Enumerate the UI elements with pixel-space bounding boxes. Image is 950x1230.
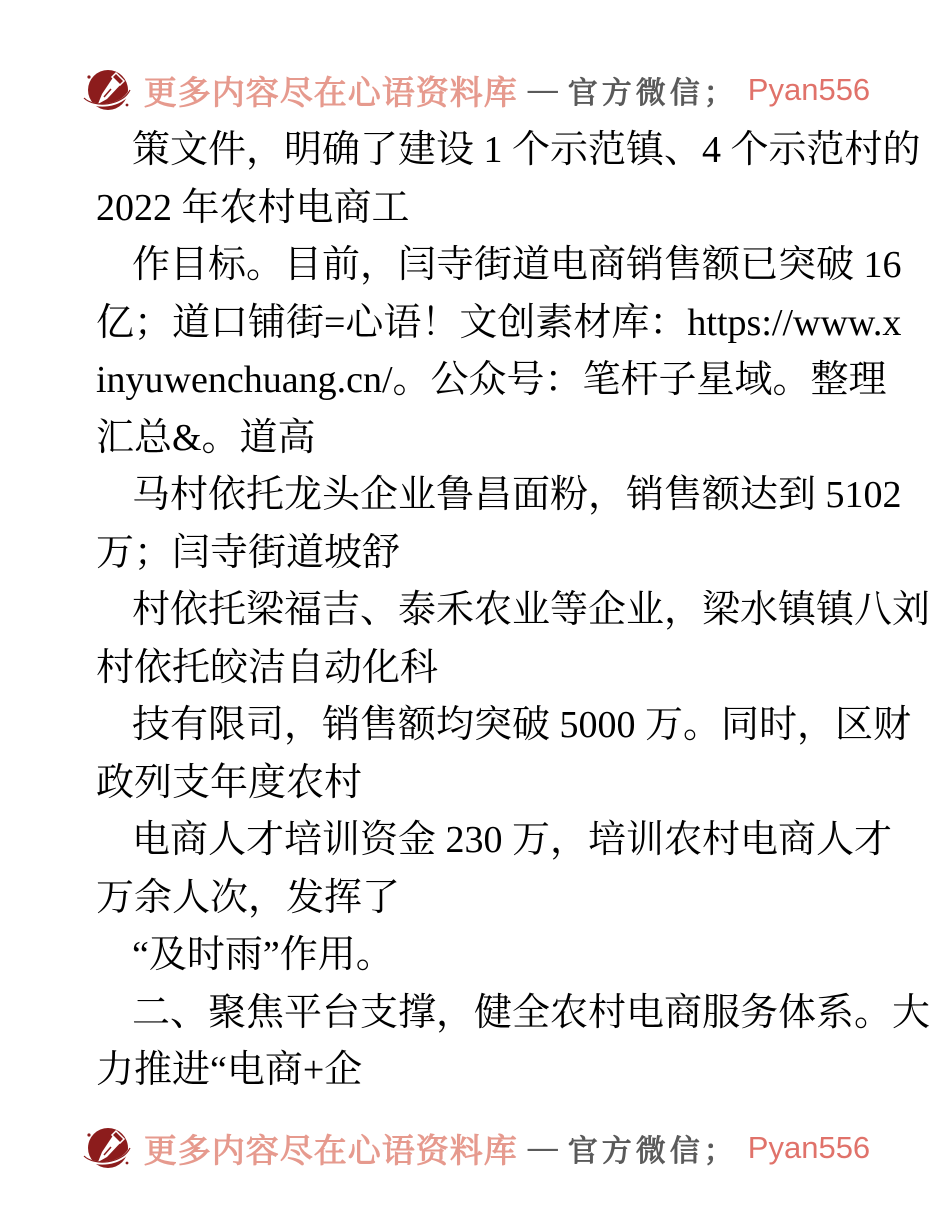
text-line: 政列支年度农村 <box>96 761 363 804</box>
text-line: 汇总&。道高 <box>96 416 316 459</box>
text-line: 亿；道口铺街=心语！文创素材库：https://www.x <box>96 301 902 344</box>
watermark-brand-text: 更多内容尽在心语资料库 <box>143 1133 518 1170</box>
footer-watermark <box>0 1120 950 1176</box>
watermark-wechat-label: 官方微信； <box>567 1135 738 1168</box>
watermark-wechat-id: Pyan556 <box>747 72 871 107</box>
watermark-brand-text: 更多内容尽在心语资料库 <box>143 75 518 112</box>
watermark-separator: — <box>527 1131 558 1164</box>
watermark-wechat-id: Pyan556 <box>747 1130 871 1165</box>
text-line: 作目标。目前，闫寺街道电商销售额已突破 16 <box>132 244 902 286</box>
text-line: 2022 年农村电商工 <box>96 186 410 229</box>
text-line: 马村依托龙头企业鲁昌面粉，销售额达到 5102 <box>132 474 902 516</box>
text-line: inyuwenchuang.cn/。公众号：笔杆子星域。整理 <box>96 359 887 401</box>
text-line: 力推进“电商+企 <box>96 1049 363 1091</box>
text-line: “及时雨”作用。 <box>132 934 394 976</box>
text-line: 万；闫寺街道坡舒 <box>96 531 401 574</box>
text-line: 策文件，明确了建设 1 个示范镇、4 个示范村的 <box>132 129 921 171</box>
text-line: 电商人才培训资金 230 万，培训农村电商人才 <box>132 819 893 861</box>
text-line: 村依托梁福吉、泰禾农业等企业，梁水镇镇八刘 <box>132 589 931 631</box>
watermark-wechat-label: 官方微信； <box>567 77 738 110</box>
text-line: 二、聚焦平台支撑，健全农村电商服务体系。大 <box>132 991 931 1034</box>
xinyu-pen-logo-icon <box>80 63 134 117</box>
text-line: 村依托皎洁自动化科 <box>96 646 439 689</box>
text-line: 万余人次，发挥了 <box>96 876 401 919</box>
header-watermark <box>0 62 950 118</box>
text-line: 技有限司，销售额均突破 5000 万。同时，区财 <box>132 704 912 746</box>
xinyu-pen-logo-icon <box>80 1121 134 1175</box>
document-text-block <box>96 122 931 1100</box>
watermark-separator: — <box>527 73 558 106</box>
